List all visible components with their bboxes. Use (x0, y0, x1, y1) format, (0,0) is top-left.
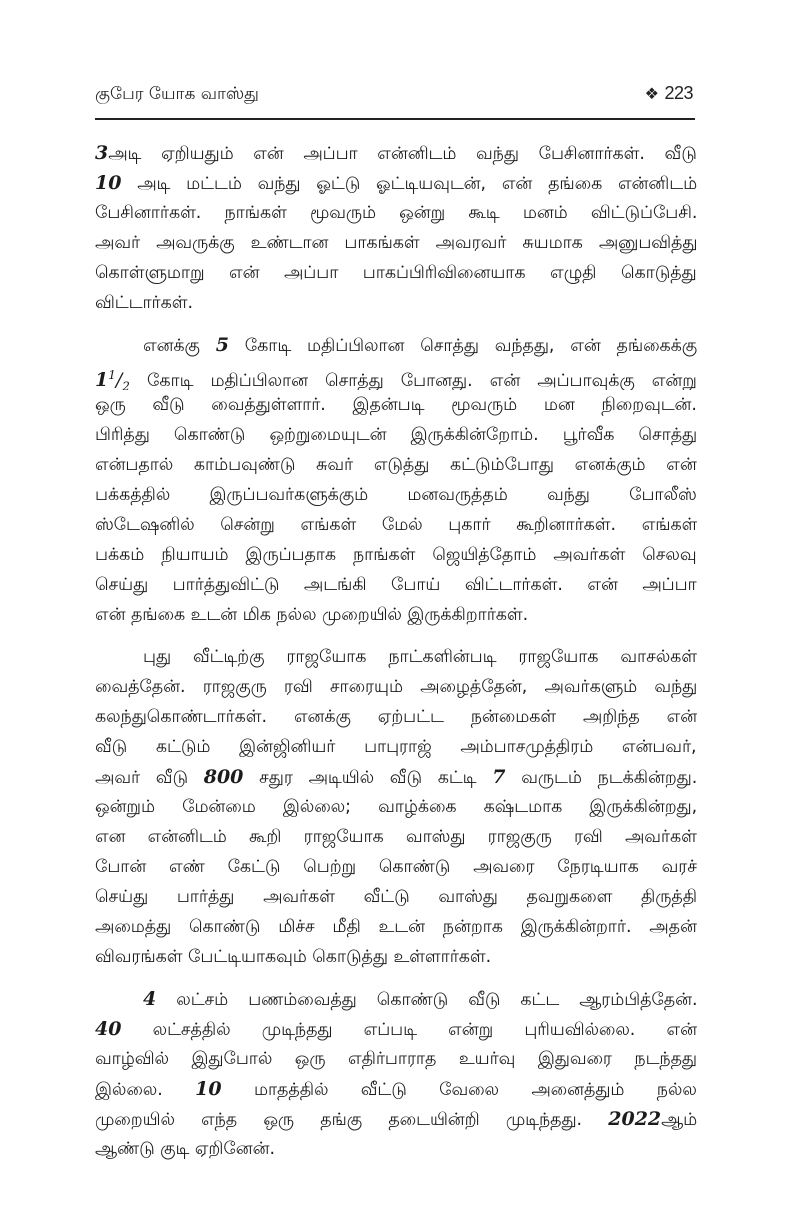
number: 4 (143, 987, 157, 1010)
line-text: எனக்கு (143, 335, 216, 356)
text-line (95, 360, 697, 390)
text-line (95, 762, 697, 792)
text-line (95, 1104, 697, 1134)
text-line (95, 1074, 697, 1104)
text-line: வைத்தேன். ராஜகுரு ரவி சாரையும் அழைத்தேன், அவர்களும் வந்து (95, 676, 697, 697)
text-line: செய்து பார்த்துவிட்டு அடங்கி போய் விட்டார்கள். என் அப்பா (95, 575, 697, 596)
line-text: லட்சம் பணம்வைத்து கொண்டு வீடு கட்ட ஆரம்பித்தேன். (156, 989, 697, 1010)
text-line: ஒரு வீடு வைத்துள்ளார். இதன்படி மூவரும் மன நிறைவுடன். (95, 394, 697, 415)
text-line: ஸ்டேஷனில் சென்று எங்கள் மேல் புகார் கூறினார்கள். எங்கள் (95, 515, 697, 536)
diamond-ornament-icon: ❖ (644, 86, 659, 103)
text-line: என்பதால் காம்பவுண்டு சுவர் எடுத்து கட்டும்போது எனக்கும் என் (95, 454, 697, 475)
text-line (95, 1014, 697, 1044)
line-text: ஆம் (661, 1109, 697, 1130)
line-text: அடி ஏறியதும் என் அப்பா என்னிடம் வந்து பேசினார்கள். வீடு (108, 144, 697, 164)
text-line: என என்னிடம் கூறி ராஜயோக வாஸ்து ராஜகுரு ரவி அவர்கள் (95, 827, 697, 848)
text-line (95, 330, 697, 360)
number: 5 (215, 333, 229, 356)
text-line: அமைத்து கொண்டு மிச்ச மீதி உடன் நன்றாக இருக்கின்றார். அதன் (95, 917, 697, 938)
text-line (95, 984, 697, 1014)
fraction-numerator: 1 (108, 367, 116, 382)
text-line: வாழ்வில் இதுபோல் ஒரு எதிர்பாராத உயர்வு இதுவரை நடந்தது (95, 1048, 697, 1069)
line-text: லட்சத்தில் முடிந்தது எப்படி என்று புரியவில்லை. என் (121, 1019, 697, 1040)
number: 2022 (608, 1107, 662, 1130)
page-number-block (645, 83, 693, 104)
line-text: இல்லை. (95, 1079, 196, 1100)
line-text: முறையில் எந்த ஒரு தங்கு தடையின்றி முடிந்தது. (95, 1109, 609, 1130)
line-text: வருடம் நடக்கின்றது. (505, 767, 697, 788)
fraction-slash: / (115, 368, 123, 390)
line-text: மாதத்தில் வீட்டு வேலை அனைத்தும் நல்ல (221, 1079, 697, 1100)
line-text: சதுர அடியில் வீடு கட்டி (243, 767, 493, 788)
text-line: போன் எண் கேட்டு பெற்று கொண்டு அவரை நேரடியாக வரச் (95, 857, 697, 878)
paragraph-4 (95, 984, 697, 1165)
running-header (95, 78, 697, 114)
line-text: கோடி மதிப்பிலான சொத்து வந்தது, என் தங்கைக்கு (228, 335, 697, 356)
text-line: விட்டார்கள். (95, 293, 193, 314)
paragraph-2 (95, 330, 697, 631)
text-line: பக்கம் நியாயம் இருப்பதாக நாங்கள் ஜெயித்தோம் அவர்கள் செலவு (95, 545, 697, 566)
fraction-whole: 1 (95, 368, 109, 390)
header-rule (95, 118, 695, 120)
number: 10 (195, 1077, 222, 1100)
text-line: விவரங்கள் பேட்டியாகவும் கொடுத்து உள்ளார்கள். (95, 947, 492, 968)
number: 7 (492, 765, 506, 788)
number: 3 (95, 142, 109, 164)
text-line: செய்து பார்த்து அவர்கள் வீட்டு வாஸ்து தவறுகளை திருத்தி (95, 887, 697, 908)
paragraph-3 (95, 642, 697, 973)
text-line: புது வீட்டிற்கு ராஜயோக நாட்களின்படி ராஜயோக வாசல்கள் (143, 646, 697, 667)
text-line (95, 138, 697, 168)
text-line: பக்கத்தில் இருப்பவர்களுக்கும் மனவருத்தம் வந்து போலீஸ் (95, 485, 697, 506)
fraction-denominator: 2 (122, 378, 130, 390)
line-text: அவர் வீடு (95, 767, 204, 788)
text-line: என் தங்கை உடன் மிக நல்ல முறையில் இருக்கிறார்கள். (95, 605, 529, 626)
text-line: ஒன்றும் மேன்மை இல்லை; வாழ்க்கை கஷ்டமாக இருக்கின்றது, (95, 796, 697, 817)
text-line: அவர் அவருக்கு உண்டான பாகங்கள் அவரவர் சுயமாக அனுபவித்து (95, 233, 697, 254)
number: 800 (203, 765, 244, 788)
book-title: குபேர யோக வாஸ்து (95, 84, 259, 104)
text-line (95, 168, 697, 198)
paragraph-1 (95, 138, 697, 319)
page-number: 223 (664, 83, 693, 103)
number: 10 (95, 172, 122, 195)
line-text: கோடி மதிப்பிலான சொத்து போனது. என் அப்பாவுக்கு என்று (129, 370, 697, 390)
number: 40 (95, 1017, 122, 1040)
text-line: ஆண்டு குடி ஏறினேன். (95, 1139, 275, 1159)
text-line: பிரித்து கொண்டு ஒற்றுமையுடன் இருக்கின்றோம். பூர்வீக சொத்து (95, 424, 697, 445)
body-text (95, 138, 697, 1175)
text-line: கலந்துகொண்டார்கள். எனக்கு ஏற்பட்ட நன்மைகள் அறிந்த என் (95, 706, 697, 727)
text-line: கொள்ளுமாறு என் அப்பா பாகப்பிரிவினையாக எழுதி கொடுத்து (95, 263, 697, 284)
text-line: பேசினார்கள். நாங்கள் மூவரும் ஒன்று கூடி மனம் விட்டுப்பேசி. (95, 203, 697, 224)
line-text: அடி மட்டம் வந்து ஓட்டு ஓட்டியவுடன், என் தங்கை என்னிடம் (121, 174, 697, 195)
text-line: வீடு கட்டும் இன்ஜினியர் பாபுராஜ் அம்பாசமுத்திரம் என்பவர், (95, 736, 697, 757)
